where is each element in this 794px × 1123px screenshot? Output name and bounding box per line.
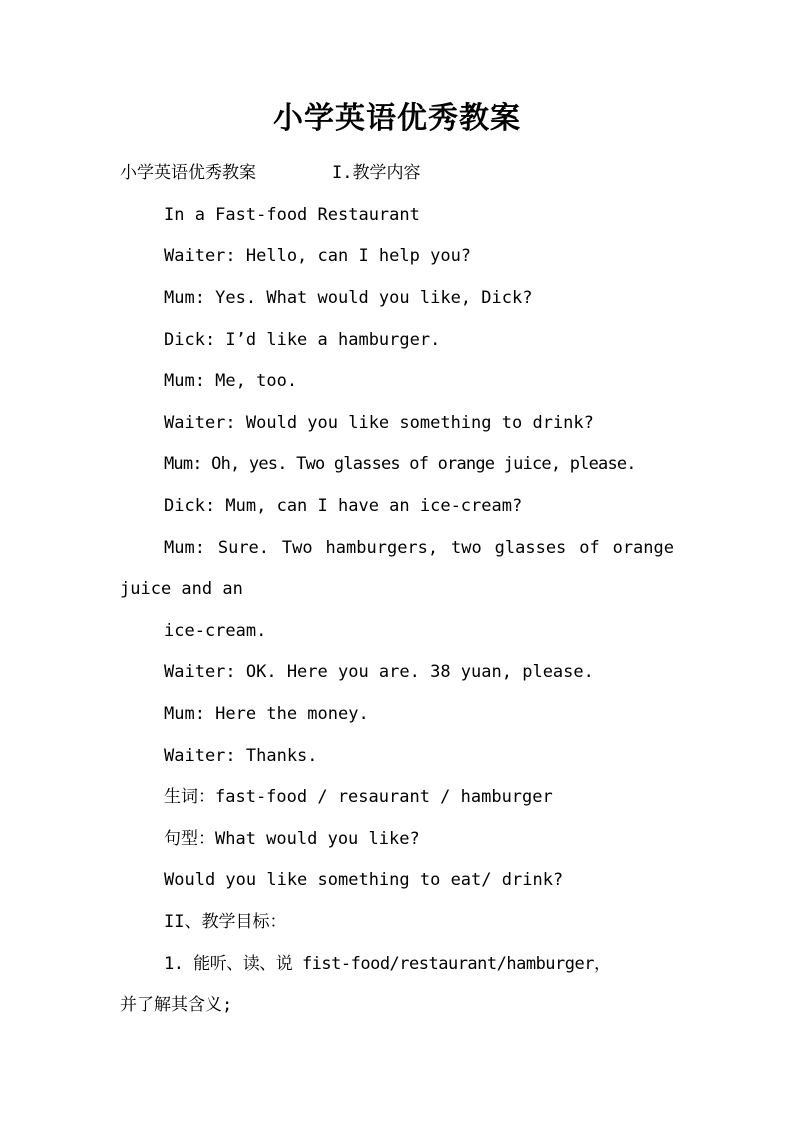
dialogue-line: Mum: Yes. What would you like, Dick? [164, 288, 533, 308]
dialogue-title: In a Fast-food Restaurant [164, 205, 420, 225]
dialogue-line: Waiter: Would you like something to drink? [164, 413, 594, 433]
sentence-pattern-line: 句型：What would you like? [164, 829, 420, 849]
dialogue-line: Waiter: Thanks. [164, 746, 318, 766]
dialogue-line: Mum: Oh, yes. Two glasses of orange juice, please. [164, 454, 636, 474]
dialogue-line: Mum: Me, too. [164, 371, 298, 391]
objective-item-continuation: 并了解其含义; [120, 995, 233, 1015]
dialogue-line-continuation: ice-cream. [164, 621, 267, 641]
dialogue-line-continuation: juice and an [120, 579, 243, 599]
dialogue-line: Dick: Mum, can I have an ice-cream? [164, 496, 523, 516]
dialogue-line: Mum: Here the money. [164, 704, 369, 724]
objective-item: 1. 能听、读、说 fist-food/restaurant/hamburger， [164, 954, 611, 974]
dialogue-line: Mum: Sure. Two hamburgers, two glasses of orange [164, 538, 674, 558]
section-heading-objectives: II、教学目标： [164, 912, 287, 932]
vocabulary-line: 生词：fast-food / resaurant / hamburger [164, 787, 553, 807]
dialogue-line: Waiter: Hello, can I help you? [164, 246, 472, 266]
document-title: 小学英语优秀教案 [273, 101, 521, 136]
header-left-text: 小学英语优秀教案 [120, 163, 256, 183]
sentence-pattern-line: Would you like something to eat/ drink? [164, 870, 564, 890]
dialogue-line: Dick: I’d like a hamburger. [164, 330, 441, 350]
dialogue-line: Waiter: OK. Here you are. 38 yuan, please. [164, 662, 594, 682]
section-heading-content: I.教学内容 [332, 163, 421, 183]
